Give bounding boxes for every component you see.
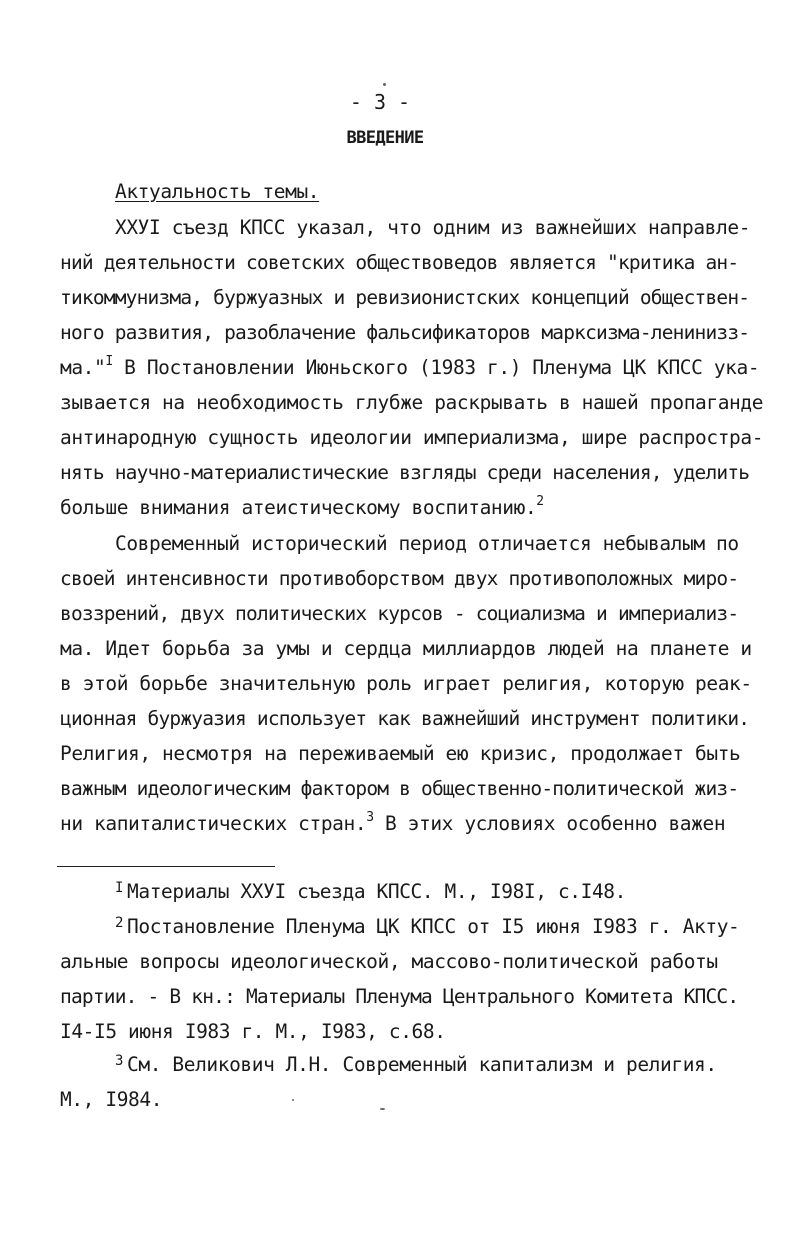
scan-speck (380, 1108, 385, 1110)
footnote-mark: 2 (115, 915, 124, 931)
text-line (60, 493, 544, 520)
text-line: зывается на необходимость глубже раскрывать в нашей пропаганде (60, 391, 764, 414)
page-number: - 3 - (349, 90, 411, 114)
text-line: ний деятельности советских обществоведов является "критика ан- (60, 251, 739, 274)
text-line (60, 809, 726, 836)
text-line: Современный исторический период отличается небывалым по (115, 532, 739, 555)
text-line: XXУI съезд КПСС указал, что одним из важнейших направле- (115, 216, 751, 239)
text-line: ного развития, разоблачение фальсификаторов марксизма-ленинизз- (60, 321, 750, 344)
text-line: важным идеологическим фактором в общественно-политической жиз- (60, 777, 739, 800)
scan-speck (292, 1099, 294, 1101)
footnote-2 (115, 915, 739, 941)
scan-speck (383, 83, 386, 86)
text-line: тикоммунизма, буржуазных и ревизионистских концепций обществен- (60, 286, 750, 309)
footnote-line: I4-I5 июня I983 г. М., I983, с.68. (60, 1020, 446, 1043)
section-title: ВВЕДЕНИЕ (346, 128, 424, 148)
text-fragment: ма." (60, 356, 106, 379)
footnote-line: партии. - В кн.: Материалы Пленума Центрального Комитета КПСС. (60, 985, 739, 1008)
footnote-1 (115, 880, 626, 906)
footnote-ref: 2 (536, 493, 544, 509)
footnote-mark: 3 (115, 1053, 124, 1069)
text-line: в этой борьбе значительную роль играет религия, которую реак- (60, 672, 752, 695)
text-line: воззрений, двух политических курсов - социализма и империализ- (60, 602, 739, 625)
text-fragment: В этих условиях особенно важен (373, 812, 726, 835)
text-line: Религия, несмотря на переживаемый ею кризис, продолжает быть (60, 742, 741, 765)
text-line (60, 353, 760, 380)
text-line: ционная буржуазия использует как важнейший инструмент политики. (60, 707, 750, 730)
text-line: антинародную сущность идеологии империализма, шире распростра- (60, 426, 764, 449)
text-fragment: ни капиталистических стран. (60, 812, 367, 835)
text-line: нять научно-материалистические взгляды среди населения, уделить (60, 461, 750, 484)
footnote-text: См. Великович Л.Н. Современный капитализм и религия. (127, 1053, 717, 1076)
footnote-line: М., I984. (60, 1088, 163, 1111)
footnote-mark: I (115, 880, 124, 896)
text-line: ма. Идет борьба за умы и сердца миллиардов людей на планете и (60, 637, 752, 660)
footnote-separator (57, 866, 275, 867)
footnote-line: альные вопросы идеологической, массово-политической работы (60, 950, 718, 973)
text-fragment: В Постановлении Июньского (1983 г.) Пленума ЦК КПСС ука- (112, 356, 760, 379)
text-fragment: больше внимания атеистическому воспитанию. (60, 496, 537, 519)
text-line: своей интенсивности противоборством двух противоположных миро- (60, 567, 739, 590)
footnote-ref: I (105, 353, 113, 369)
subheading: Актуальность темы. (115, 180, 320, 203)
footnote-text: Постановление Пленума ЦК КПСС от I5 июня I983 г. Акту- (127, 915, 740, 938)
footnote-text: Материалы XXУI съезда КПСС. М., I98I, с.I48. (127, 880, 626, 903)
footnote-3 (115, 1053, 717, 1079)
footnote-ref: 3 (366, 809, 374, 825)
